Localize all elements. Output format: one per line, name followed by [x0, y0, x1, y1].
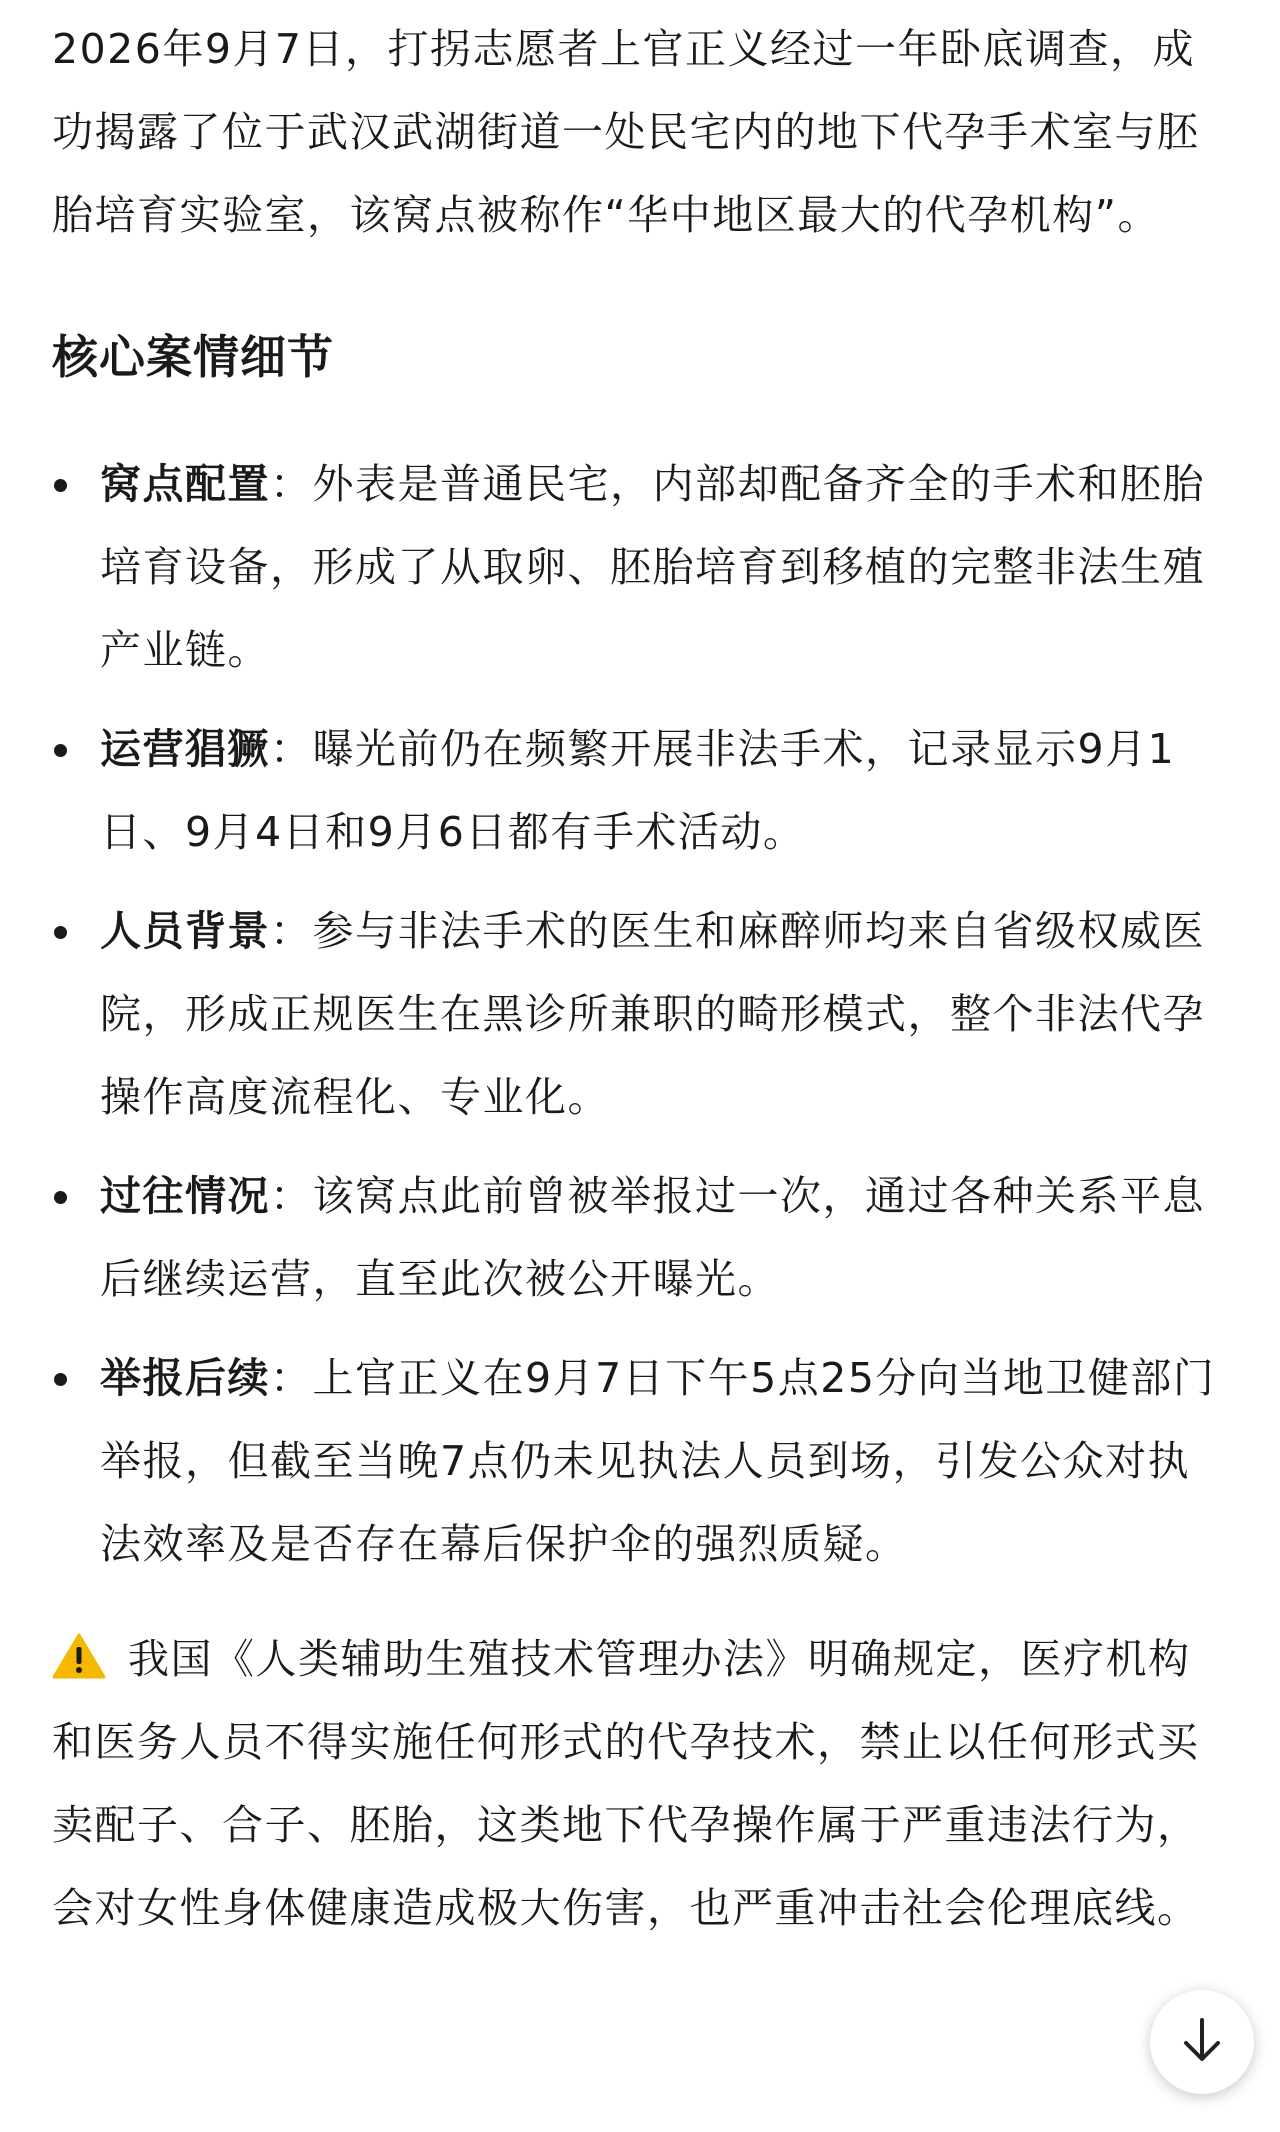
- item-text: 该窝点此前曾被举报过一次，通过各种关系平息后继续运营，直至此次被公开曝光。: [100, 1172, 1205, 1303]
- list-item: [52, 443, 1232, 692]
- scroll-down-button[interactable]: [1150, 1990, 1254, 2094]
- bullet-icon: [54, 744, 67, 757]
- bullet-icon: [54, 1373, 67, 1386]
- bullet-icon: [54, 926, 67, 939]
- item-separator: ：: [270, 460, 313, 508]
- item-text: 参与非法手术的医生和麻醉师均来自省级权威医院，形成正规医生在黑诊所兼职的畸形模式，整个非法代孕操作高度流程化、专业化。: [100, 907, 1205, 1121]
- item-title: 窝点配置: [100, 460, 270, 508]
- item-separator: ：: [270, 907, 313, 955]
- item-text: 上官正义在9月7日下午5点25分向当地卫健部门举报，但截至当晚7点仍未见执法人员到场，引发公众对执法效率及是否存在幕后保护伞的强烈质疑。: [100, 1354, 1216, 1568]
- item-text: 外表是普通民宅，内部却配备齐全的手术和胚胎培育设备，形成了从取卵、胚胎培育到移植的完整非法生殖产业链。: [100, 460, 1205, 674]
- article-content: [52, 8, 1232, 1950]
- list-item: [52, 890, 1232, 1139]
- warning-icon: [52, 1624, 106, 1670]
- item-title: 人员背景: [100, 907, 270, 955]
- warning-text: 我国《人类辅助生殖技术管理办法》明确规定，医疗机构和医务人员不得实施任何形式的代孕技术，禁止以任何形式买卖配子、合子、胚胎，这类地下代孕操作属于严重违法行为，会对女性身体健康造成极大伤害，也严重冲击社会伦理底线。: [52, 1635, 1200, 1932]
- intro-paragraph: 2026年9月7日，打拐志愿者上官正义经过一年卧底调查，成功揭露了位于武汉武湖街道一处民宅内的地下代孕手术室与胚胎培育实验室，该窝点被称作“华中地区最大的代孕机构”。: [52, 25, 1200, 239]
- item-separator: ：: [270, 725, 313, 773]
- item-title: 运营猖獗: [100, 725, 270, 773]
- item-separator: ：: [270, 1354, 313, 1402]
- list-item: [52, 708, 1232, 874]
- item-text: 曝光前仍在频繁开展非法手术，记录显示9月1日、9月4日和9月6日都有手术活动。: [100, 725, 1176, 856]
- item-title: 举报后续: [100, 1354, 270, 1402]
- list-item: [52, 1155, 1232, 1321]
- item-separator: ：: [270, 1172, 313, 1220]
- bullet-icon: [54, 1191, 67, 1204]
- section-heading: 核心案情细节: [52, 330, 334, 384]
- list-item: [52, 1337, 1232, 1586]
- item-title: 过往情况: [100, 1172, 270, 1220]
- case-details-list: [52, 443, 1232, 1586]
- arrow-down-icon: [1180, 2016, 1224, 2068]
- warning-paragraph: [52, 1618, 1232, 1950]
- bullet-icon: [54, 479, 67, 492]
